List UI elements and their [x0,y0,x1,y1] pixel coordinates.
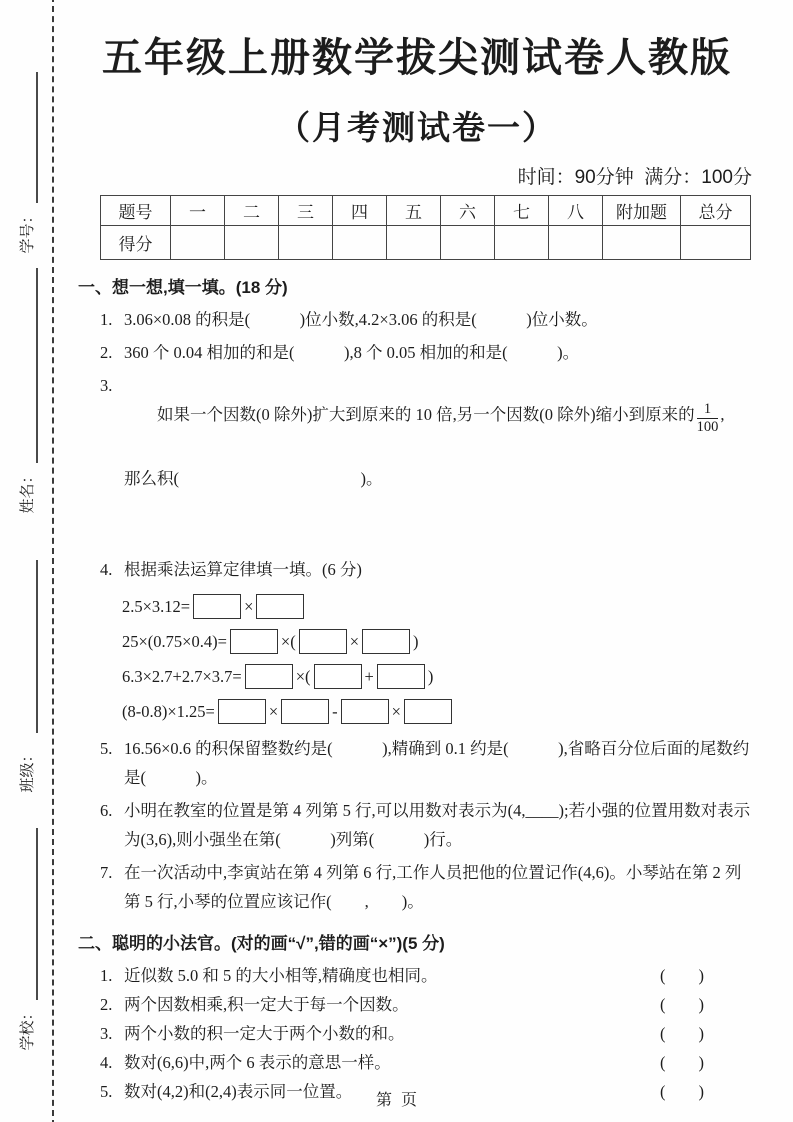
equation-operator: × [244,596,254,616]
judge-text: 数对(6,6)中,两个 6 表示的意思一样。 [124,1053,391,1073]
equation-4 [122,699,756,724]
score-cell [387,226,441,260]
score-header-cell: 一 [171,196,225,226]
judge-text: 数对(4,2)和(2,4)表示同一位置。 [124,1082,353,1102]
score-cell [681,226,751,260]
question-5 [78,734,756,792]
answer-box [341,699,389,724]
question-7 [78,858,756,916]
score-header-cell: 二 [225,196,279,226]
score-header-cell: 六 [441,196,495,226]
answer-box [377,664,425,689]
score-cell [171,226,225,260]
question-number: 4. [100,560,113,580]
answer-brackets: ( ) [660,1053,704,1073]
answer-brackets: ( ) [660,995,704,1015]
question-number: 2. [100,343,113,362]
equation-operator: × [391,701,401,721]
question-number: 3. [100,376,113,395]
judge-text: 两个因数相乘,积一定大于每一个因数。 [124,995,409,1015]
equation-close: ) [427,666,434,686]
question-number: 7. [100,863,113,883]
answer-box [404,699,452,724]
judge-item-4 [78,1048,756,1077]
answer-box [299,629,347,654]
score-cell [603,226,681,260]
question-number: 2. [100,995,113,1015]
question-6 [78,796,756,854]
score-header-cell: 五 [387,196,441,226]
class-write-line [36,560,38,733]
question-number: 6. [100,801,113,821]
sidebar-label-student-id: 学号： [19,208,36,254]
score-cell [549,226,603,260]
equation-operator: ×( [280,631,296,651]
equation-lhs: 2.5×3.12= [122,596,191,616]
answer-box [193,594,241,619]
judge-item-3 [78,1019,756,1048]
equation-operator: × [349,631,360,651]
score-header-cell: 四 [333,196,387,226]
question-number: 3. [100,1024,113,1044]
school-write-line [36,828,38,1000]
name-write-line [36,268,38,463]
score-header-cell: 题号 [101,196,171,226]
score-header-cell: 八 [549,196,603,226]
judge-text: 两个小数的积一定大于两个小数的和。 [124,1024,405,1044]
answer-box [314,664,362,689]
question-number: 1. [100,310,113,329]
score-cell [441,226,495,260]
exam-meta: 时间：90分钟 满分：100分 [517,167,752,188]
section1-heading: 一、想一想,填一填。(18 分) [78,278,288,297]
question-text: 小明在教室的位置是第 4 列第 5 行,可以用数对表示为(4,____);若小强的位置用数对表示为(3,6),则小强坐在第( )列第( )行。 [124,801,751,850]
answer-brackets: ( ) [660,1024,704,1044]
judge-item-1 [78,961,756,990]
sidebar-label-name: 姓名： [19,468,36,514]
sidebar-label-class: 班级： [19,747,36,793]
seal-dashed-line [52,0,54,1122]
score-table [100,195,751,260]
question-text: 16.56×0.6 的积保留整数约是( ),精确到 0.1 约是( ),省略百分位后面的尾数约是( )。 [124,739,750,788]
score-header-cell: 附加题 [603,196,681,226]
score-cell [495,226,549,260]
question-3 [78,371,756,551]
question-text: 根据乘法运算定律填一填。(6 分) [124,560,362,580]
section2-heading: 二、聪明的小法官。(对的画“√”,错的画“×”)(5 分) [78,934,445,954]
answer-box [230,629,278,654]
equation-lhs: (8-0.8)×1.25= [122,701,215,721]
question-text-part: 如果一个因数(0 除外)扩大到原来的 10 倍,另一个因数(0 除外)缩小到原来的 [157,405,695,424]
answer-brackets: ( ) [660,966,704,986]
equation-operator: ×( [295,666,311,686]
score-header-cell: 总分 [681,196,751,226]
score-table-header-row [101,196,751,226]
question-4 [78,555,756,584]
question-number: 1. [100,966,113,986]
equation-operator: - [332,701,338,721]
question-2 [78,338,756,367]
page-title: 五年级上册数学拔尖测试卷人教版 [102,36,732,80]
answer-box [256,594,304,619]
score-table-score-row [101,226,751,260]
question-1 [78,305,756,334]
page-subtitle: （月考测试卷一） [277,109,557,146]
question-text: 在一次活动中,李寅站在第 4 列第 6 行,工作人员把他的位置记作(4,6)。小琴站在第 2 列第 5 行,小琴的位置应该记作( , )。 [124,863,742,912]
question-number: 5. [100,1082,113,1102]
equation-1 [122,594,756,619]
judge-item-2 [78,990,756,1019]
equation-3 [122,664,756,689]
equation-2 [122,629,756,654]
answer-box [245,664,293,689]
question-text-line2: 那么积( )。 [124,469,383,489]
score-cell [333,226,387,260]
score-cell [225,226,279,260]
question-number: 4. [100,1053,113,1073]
paper-content [78,0,756,1106]
answer-box [362,629,410,654]
student-id-write-line [36,72,38,203]
score-header-cell: 三 [279,196,333,226]
question-text [124,371,756,551]
question-text-part: , [720,405,725,424]
fraction [697,402,719,435]
answer-brackets: ( ) [660,1082,704,1102]
score-cell [279,226,333,260]
page-footer: 第 页 [376,1092,417,1109]
equation-lhs: 25×(0.75×0.4)= [122,631,227,651]
judge-text: 近似数 5.0 和 5 的大小相等,精确度也相同。 [124,966,438,986]
equation-lhs: 6.3×2.7+2.7×3.7= [122,666,242,686]
answer-box [218,699,266,724]
fraction-denominator: 100 [696,419,719,435]
equation-operator: + [364,666,374,686]
question-text: 360 个 0.04 相加的和是( ),8 个 0.05 相加的和是( )。 [124,343,580,362]
equation-operator: × [268,701,279,721]
question-text: 3.06×0.08 的积是( )位小数,4.2×3.06 的积是( )位小数。 [124,310,598,329]
score-row-label: 得分 [101,226,171,260]
question-number: 5. [100,739,113,759]
answer-box [281,699,329,724]
equation-close: ) [413,631,419,651]
fraction-numerator: 1 [697,402,719,419]
fill-in-equations [122,594,756,724]
sidebar-label-school: 学校： [19,1005,36,1051]
score-header-cell: 七 [495,196,549,226]
